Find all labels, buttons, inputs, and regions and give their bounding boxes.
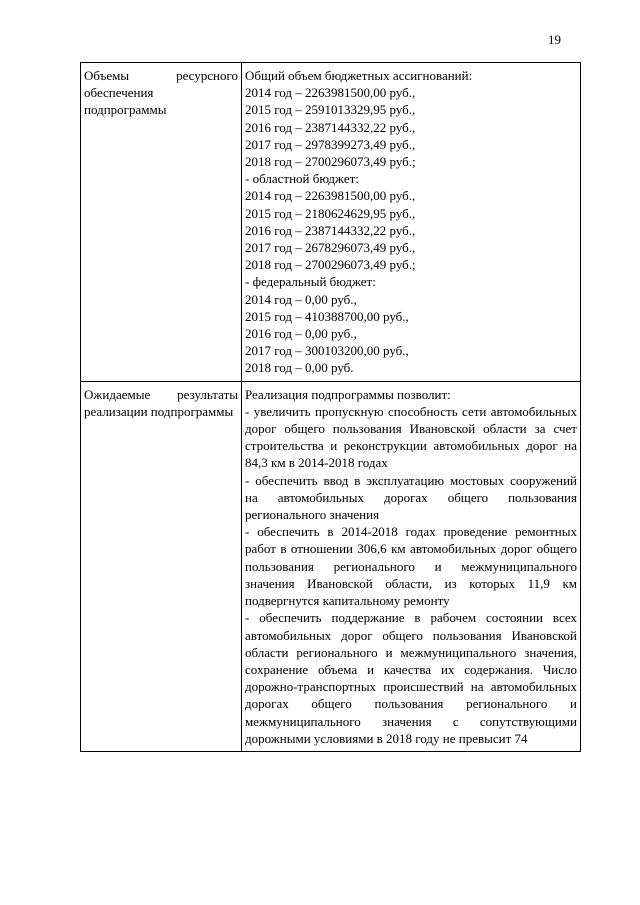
table-row-results: [81, 381, 581, 751]
funding-line: 2018 год – 0,00 руб.: [245, 360, 354, 376]
funding-line: 2017 год – 300103200,00 руб.,: [245, 343, 409, 359]
resources-label-cell: [81, 63, 242, 382]
funding-line: 2016 год – 2387144332,22 руб.,: [245, 119, 416, 135]
resources-value-cell: [242, 63, 581, 382]
funding-line: 2015 год – 2180624629,95 руб.,: [245, 205, 416, 221]
subprogram-passport-table: [80, 62, 581, 752]
result-item: - обеспечить ввод в эксплуатацию мостовых сооружений на автомобильных дорогах общего пользования регионального значения: [245, 472, 577, 523]
regional-budget-heading: - областной бюджет:: [245, 171, 359, 187]
funding-line: 2015 год – 410388700,00 руб.,: [245, 308, 409, 324]
results-intro: Реализация подпрограммы позволит:: [245, 386, 451, 402]
funding-line: 2014 год – 0,00 руб.,: [245, 291, 357, 307]
funding-line: 2015 год – 2591013329,95 руб.,: [245, 102, 416, 118]
resources-label: Объемы ресурсного обеспечения подпрограммы: [84, 68, 238, 118]
funding-line: 2018 год – 2700296073,49 руб.;: [245, 257, 416, 273]
page-number: 19: [548, 32, 561, 47]
table-row-resources: [81, 63, 581, 382]
funding-line: 2017 год – 2978399273,49 руб.,: [245, 136, 416, 152]
results-label-cell: [81, 381, 242, 751]
results-value-cell: [242, 381, 581, 751]
result-item: - обеспечить поддержание в рабочем состоянии всех автомобильных дорог общего пользования Ивановской области регионального и межмуниципального значения, сохранение объема и качества их содержания. Число дорожно-транспортных происшествий на автомобильных дорогах общего пользования регионального и межмуниципального значения с сопутствующими дорожными условиями в 2018 году не превысит 74: [245, 610, 577, 746]
funding-line: 2016 год – 2387144332,22 руб.,: [245, 222, 416, 238]
federal-budget-heading: - федеральный бюджет:: [245, 274, 376, 290]
result-item: - увеличить пропускную способность сети автомобильных дорог общего пользования Ивановской области за счет строительства и реконструкции автомобильных дорог на 84,3 км в 2014-2018 годах: [245, 403, 577, 471]
funding-line: 2014 год – 2263981500,00 руб.,: [245, 188, 416, 204]
results-label: Ожидаемые результаты реализации подпрограммы: [84, 386, 238, 419]
funding-line: 2016 год – 0,00 руб.,: [245, 326, 357, 342]
funding-line: 2018 год – 2700296073,49 руб.;: [245, 154, 416, 170]
funding-total-heading: Общий объем бюджетных ассигнований:: [245, 68, 473, 83]
result-item: - обеспечить в 2014-2018 годах проведение ремонтных работ в отношении 306,6 км автомобильных дорог общего пользования регионального и межмуниципального значения Ивановской области, из которых 11,9 км подвергнутся капитальному ремонту: [245, 524, 577, 609]
funding-line: 2014 год – 2263981500,00 руб.,: [245, 85, 416, 101]
funding-line: 2017 год – 2678296073,49 руб.,: [245, 240, 416, 256]
